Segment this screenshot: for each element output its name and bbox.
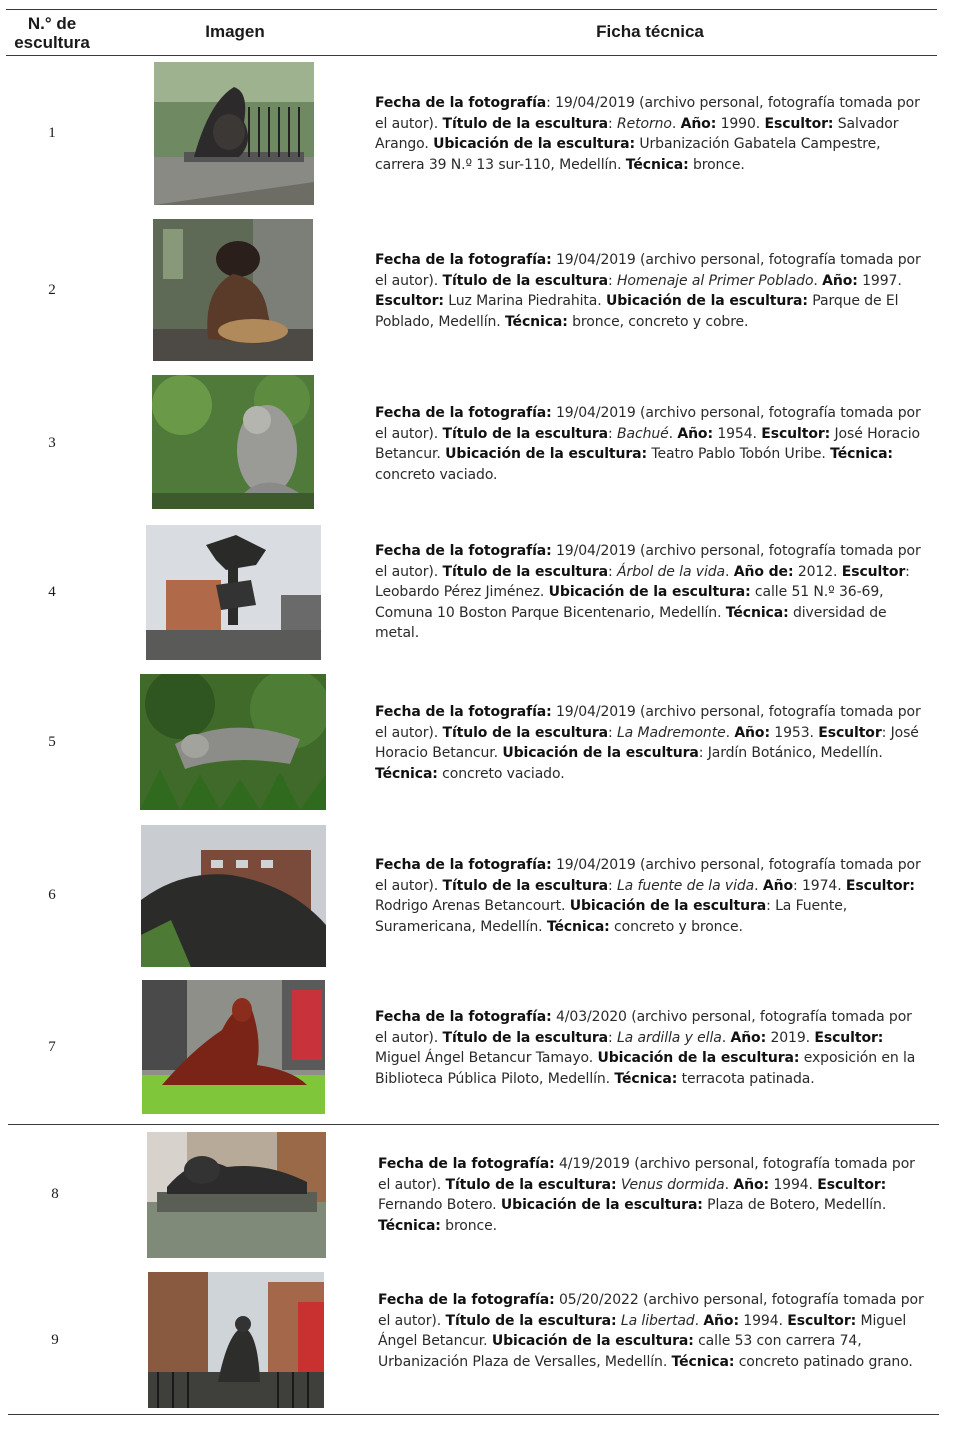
ficha-text: Fecha de la fotografía: 19/04/2019 (archivo personal, fotografía tomada por el autor). Título de la escultura: Retorno. Año: 1990. Escultor: Salvador Arango. Ubicación de la escultura: Urbanización Gabatela Campestre, carrera 39 N.º 13 sur-110, Medellín. Técnica: bronce. [375, 95, 920, 173]
label-fecha-text: Fecha de la fotografía [375, 857, 547, 873]
label-anio: Año: [703, 1312, 739, 1329]
label-escultor: Escultor: [817, 1176, 887, 1193]
value-tecnica: bronce. [445, 1217, 497, 1234]
label-escultor-text: Escultor [814, 1029, 878, 1046]
value-titulo: Bachué [616, 425, 669, 442]
value-escultor: Rodrigo Arenas Betancourt. [375, 898, 566, 914]
label-fecha: Fecha de la fotografía: [378, 1156, 555, 1172]
value-escultor: Leobardo Pérez Jiménez. [375, 584, 545, 600]
sculpture-photo [142, 980, 325, 1114]
value-ubicacion: Plaza de Botero, Medellín. [707, 1197, 887, 1213]
label-anio: Año: [677, 425, 713, 442]
value-escultor: Salvador Arango. [375, 115, 899, 152]
label-fecha: Fecha de la fotografía: [378, 1292, 555, 1308]
value-anio: 1994. [743, 1312, 783, 1329]
label-anio: Año: [680, 115, 717, 132]
label-ubicacion: Ubicación de la escultura: [445, 446, 648, 462]
sculpture-number: 6 [48, 887, 56, 903]
ficha-text: Fecha de la fotografía: 19/04/2019 (archivo personal, fotografía tomada por el autor). Título de la escultura: Árbol de la vida. Año de: 2012. Escultor: Leobardo Pérez Jiménez. Ubicación de la escultura: calle 51 N.º 36-69, Comuna 10 Boston Parque Bicentenario, Medellín. Técnica: diversidad de metal. [375, 543, 921, 641]
value-ubicacion: Teatro Pablo Tobón Uribe. [651, 446, 826, 462]
value-escultor: Luz Marina Piedrahita. [448, 293, 602, 309]
sculpture-number: 5 [48, 734, 56, 750]
label-anio: Año: [733, 1176, 769, 1193]
value-escultor: Fernando Botero. [378, 1197, 497, 1213]
label-escultor-text: Escultor [764, 115, 828, 132]
table-bottom-rule [8, 1414, 939, 1415]
label-escultor: Escultor: [764, 115, 834, 132]
value-escultor: Miguel Ángel Betancur. [378, 1312, 907, 1349]
label-escultor-text: Escultor [761, 425, 825, 442]
label-anio: Año de: [733, 563, 794, 580]
label-escultor-text: Escultor [787, 1312, 851, 1329]
column-header-ficha: Ficha técnica [596, 22, 704, 41]
label-anio-text: Año de [733, 563, 788, 580]
label-ubicacion-text: Ubicación de la escultura [500, 1197, 698, 1213]
sculpture-photo [148, 1272, 324, 1408]
value-titulo: La Madremonte [616, 724, 726, 741]
label-ubicacion-text: Ubicación de la escultura [597, 1050, 794, 1066]
label-titulo-text: Título de la escultura [445, 1176, 612, 1193]
label-fecha-text: Fecha de la fotografía [378, 1292, 550, 1308]
label-escultor: Escultor: [375, 293, 444, 309]
value-ubicacion: Jardín Botánico, Medellín. [707, 745, 883, 761]
label-escultor: Escultor: [761, 425, 831, 442]
sculpture-photo [154, 62, 314, 205]
label-anio: Año: [730, 1029, 767, 1046]
label-tecnica-text: Técnica [671, 1353, 729, 1370]
label-ubicacion: Ubicación de la escultura: [597, 1050, 800, 1066]
label-ubicacion-text: Ubicación de la escultura [548, 584, 746, 600]
label-escultor: Escultor: [814, 1029, 884, 1046]
sculpture-photo [146, 525, 321, 660]
value-titulo: La ardilla y ella [616, 1029, 722, 1046]
label-tecnica: Técnica: [625, 156, 689, 173]
label-ubicacion: Ubicación de la escultura: [433, 136, 636, 152]
label-ubicacion: Ubicación de la escultura: [491, 1333, 694, 1349]
value-fecha: 05/20/2022 (archivo personal, fotografía tomada por el autor). [378, 1292, 924, 1329]
label-tecnica-text: Técnica [725, 604, 784, 621]
value-fecha: 19/04/2019 (archivo personal, fotografía tomada por el autor). [375, 704, 921, 741]
label-tecnica: Técnica: [504, 313, 568, 330]
label-fecha-text: Fecha de la fotografía [375, 1009, 547, 1025]
label-titulo: Título de la escultura: [445, 1176, 617, 1193]
label-ubicacion-text: Ubicación de la escultura [445, 446, 642, 462]
label-anio-text: Año [680, 115, 711, 132]
label-fecha-text: Fecha de la fotografía [375, 704, 547, 720]
value-escultor: José Horacio Betancur. [375, 425, 920, 462]
label-tecnica-text: Técnica [830, 446, 888, 462]
label-escultor: Escultor: [787, 1312, 857, 1329]
label-fecha: Fecha de la fotografía: [375, 543, 552, 559]
label-tecnica-text: Técnica [546, 918, 605, 935]
ficha-text: Fecha de la fotografía: 19/04/2019 (archivo personal, fotografía tomada por el autor). Título de la escultura: La Madremonte. Año: 1953. Escultor: José Horacio Betancur. Ubicación de la escultura: Jardín Botánico, Medellín. Técnica: concreto vaciado. [375, 704, 921, 782]
label-escultor: Escultor [841, 563, 906, 580]
value-fecha: 19/04/2019 (archivo personal, fotografía tomada por el autor). [375, 95, 920, 132]
value-ubicacion: calle 53 con carrera 74, Urbanización Plaza de Versalles, Medellín. [378, 1333, 862, 1370]
value-titulo: Venus dormida [620, 1176, 725, 1193]
label-tecnica: Técnica: [614, 1070, 678, 1087]
label-tecnica: Técnica: [375, 765, 438, 782]
value-anio: 1974. [801, 877, 842, 894]
value-tecnica: concreto patinado grano. [738, 1353, 913, 1370]
label-anio-text: Año [730, 1029, 761, 1046]
label-ubicacion: Ubicación de la escultura: [548, 584, 751, 600]
value-escultor: José Horacio Betancur. [375, 724, 919, 761]
label-fecha: Fecha de la fotografía: [375, 1009, 552, 1025]
label-ubicacion-text: Ubicación de la escultura [433, 136, 630, 152]
label-titulo: Título de la escultura: [445, 1312, 617, 1329]
label-anio-text: Año [677, 425, 708, 442]
label-tecnica: Técnica: [546, 918, 610, 935]
label-tecnica: Técnica: [378, 1217, 441, 1234]
label-fecha: Fecha de la fotografía: [375, 252, 552, 268]
sculpture-photo [141, 825, 326, 967]
label-ubicacion: Ubicación de la escultura: [605, 293, 808, 309]
sculpture-number: 4 [48, 584, 56, 600]
sculpture-number: 9 [51, 1332, 59, 1348]
table-page-break-rule [8, 1124, 939, 1125]
label-ubicacion: Ubicación de la escultura [569, 898, 767, 914]
label-tecnica: Técnica: [671, 1353, 735, 1370]
sculpture-photo [147, 1132, 326, 1258]
value-tecnica: terracota patinada. [681, 1070, 815, 1087]
label-tecnica-text: Técnica [378, 1217, 436, 1234]
label-fecha: Fecha de la fotografía: [375, 405, 552, 421]
label-anio: Año [762, 877, 793, 894]
value-titulo: Retorno [616, 115, 672, 132]
value-tecnica: concreto vaciado. [442, 765, 565, 782]
label-tecnica-text: Técnica [504, 313, 563, 330]
ficha-text: Fecha de la fotografía: 4/03/2020 (archivo personal, fotografía tomada por el autor). Título de la escultura: La ardilla y ella. Año: 2019. Escultor: Miguel Ángel Betancur Tamayo. Ubicación de la escultura: exposición en la Biblioteca Pública Piloto, Medellín. Técnica: terracota patinada. [375, 1009, 916, 1087]
sculpture-number: 7 [48, 1039, 56, 1055]
label-anio-text: Año [703, 1312, 734, 1329]
label-titulo: Título de la escultura [442, 272, 609, 289]
sculpture-number: 8 [51, 1186, 59, 1202]
label-titulo: Título de la escultura [442, 724, 609, 741]
sculpture-number: 2 [48, 282, 56, 298]
label-anio-text: Año [734, 724, 765, 741]
value-fecha: 4/03/2020 (archivo personal, fotografía tomada por el autor). [375, 1009, 912, 1046]
sculpture-photo [153, 219, 313, 361]
label-fecha: Fecha de la fotografía: [375, 704, 552, 720]
value-escultor: Miguel Ángel Betancur Tamayo. [375, 1050, 594, 1066]
ficha-text: Fecha de la fotografía: 4/19/2019 (archivo personal, fotografía tomada por el autor). Título de la escultura: Venus dormida. Año: 1994. Escultor: Fernando Botero. Ubicación de la escultura: Plaza de Botero, Medellín. Técnica: bronce. [378, 1156, 915, 1234]
label-tecnica-text: Técnica [614, 1070, 672, 1087]
label-fecha-text: Fecha de la fotografía [375, 252, 547, 268]
label-tecnica-text: Técnica [375, 765, 433, 782]
value-tecnica: concreto y bronce. [614, 918, 743, 935]
value-tecnica: bronce. [692, 156, 745, 173]
value-fecha: 19/04/2019 (archivo personal, fotografía tomada por el autor). [375, 857, 921, 894]
label-tecnica-text: Técnica [625, 156, 684, 173]
ficha-text: Fecha de la fotografía: 19/04/2019 (archivo personal, fotografía tomada por el autor). Título de la escultura: Bachué. Año: 1954. Escultor: José Horacio Betancur. Ubicación de la escultura: Teatro Pablo Tobón Uribe. Técnica: concreto vaciado. [375, 405, 921, 483]
label-escultor-text: Escultor [375, 293, 439, 309]
value-fecha: 4/19/2019 (archivo personal, fotografía tomada por el autor). [378, 1156, 915, 1193]
label-ubicacion: Ubicación de la escultura: [500, 1197, 703, 1213]
label-titulo-text: Título de la escultura [445, 1312, 612, 1329]
ficha-text: Fecha de la fotografía: 05/20/2022 (archivo personal, fotografía tomada por el autor). Título de la escultura: La libertad. Año: 1994. Escultor: Miguel Ángel Betancur. Ubicación de la escultura: calle 53 con carrera 74, Urbanización Plaza de Versalles, Medellín. Técnica: concreto patinado grano. [378, 1292, 924, 1370]
value-fecha: 19/04/2019 (archivo personal, fotografía tomada por el autor). [375, 252, 921, 289]
label-fecha: Fecha de la fotografía [375, 95, 547, 111]
label-fecha-text: Fecha de la fotografía [378, 1156, 550, 1172]
label-ubicacion-text: Ubicación de la escultura [491, 1333, 689, 1349]
value-ubicacion: La Fuente, Suramericana, Medellín. [375, 898, 848, 935]
label-escultor-text: Escultor [845, 877, 910, 894]
table-top-rule [6, 9, 937, 10]
label-escultor-text: Escultor [817, 1176, 881, 1193]
value-anio: 1954. [717, 425, 757, 442]
value-anio: 1953. [774, 724, 814, 741]
label-tecnica: Técnica: [725, 604, 789, 621]
sculpture-number: 3 [48, 435, 56, 451]
label-anio: Año: [734, 724, 770, 741]
column-header-image: Imagen [205, 22, 265, 41]
value-fecha: 19/04/2019 (archivo personal, fotografía tomada por el autor). [375, 405, 921, 442]
table-header-rule [6, 55, 937, 56]
label-titulo: Título de la escultura [442, 425, 609, 442]
label-titulo: Título de la escultura [442, 563, 609, 580]
sculpture-photo [152, 375, 314, 509]
label-ubicacion: Ubicación de la escultura [502, 745, 699, 761]
label-fecha: Fecha de la fotografía: [375, 857, 552, 873]
value-fecha: 19/04/2019 (archivo personal, fotografía tomada por el autor). [375, 543, 921, 580]
value-ubicacion: Urbanización Gabatela Campestre, carrera 39 N.º 13 sur-110, Medellín. [375, 136, 881, 173]
value-anio: 2019. [770, 1029, 811, 1046]
label-fecha-text: Fecha de la fotografía [375, 405, 547, 421]
label-anio-text: Año [733, 1176, 764, 1193]
label-anio-text: Año [822, 272, 853, 289]
value-titulo: Homenaje al Primer Poblado [616, 272, 814, 289]
value-titulo: Árbol de la vida [616, 563, 726, 580]
ficha-text: Fecha de la fotografía: 19/04/2019 (archivo personal, fotografía tomada por el autor). Título de la escultura: Homenaje al Primer Poblado. Año: 1997. Escultor: Luz Marina Piedrahita. Ubicación de la escultura: Parque de El Poblado, Medellín. Técnica: bronce, concreto y cobre. [375, 252, 921, 330]
value-titulo: La fuente de la vida [616, 877, 755, 894]
label-titulo: Título de la escultura [442, 115, 609, 132]
ficha-text: Fecha de la fotografía: 19/04/2019 (archivo personal, fotografía tomada por el autor). Título de la escultura: La fuente de la vida. Año: 1974. Escultor: Rodrigo Arenas Betancourt. Ubicación de la escultura: La Fuente, Suramericana, Medellín. Técnica: concreto y bronce. [375, 857, 921, 935]
label-fecha-text: Fecha de la fotografía [375, 543, 547, 559]
value-ubicacion: exposición en la Biblioteca Pública Piloto, Medellín. [375, 1050, 916, 1087]
value-anio: 1997. [862, 272, 902, 289]
value-anio: 1994. [773, 1176, 813, 1193]
value-anio: 1990. [720, 115, 761, 132]
label-titulo: Título de la escultura [442, 1029, 609, 1046]
value-tecnica: bronce, concreto y cobre. [572, 313, 749, 330]
value-ubicacion: calle 51 N.º 36-69, Comuna 10 Boston Parque Bicentenario, Medellín. [375, 584, 884, 621]
label-ubicacion-text: Ubicación de la escultura [605, 293, 803, 309]
value-tecnica: concreto vaciado. [375, 466, 498, 483]
sculpture-photo [140, 674, 326, 810]
value-ubicacion: Parque de El Poblado, Medellín. [375, 293, 899, 330]
value-titulo: La libertad [620, 1312, 695, 1329]
label-tecnica: Técnica: [830, 446, 893, 462]
sculpture-number: 1 [48, 125, 56, 141]
label-anio: Año: [822, 272, 858, 289]
label-titulo: Título de la escultura [442, 877, 609, 894]
value-anio: 2012. [797, 563, 838, 580]
label-escultor: Escultor: [845, 877, 915, 894]
column-header-number: N.° de escultura [14, 14, 90, 52]
value-tecnica: diversidad de metal. [375, 604, 887, 641]
label-escultor: Escultor [818, 724, 882, 741]
